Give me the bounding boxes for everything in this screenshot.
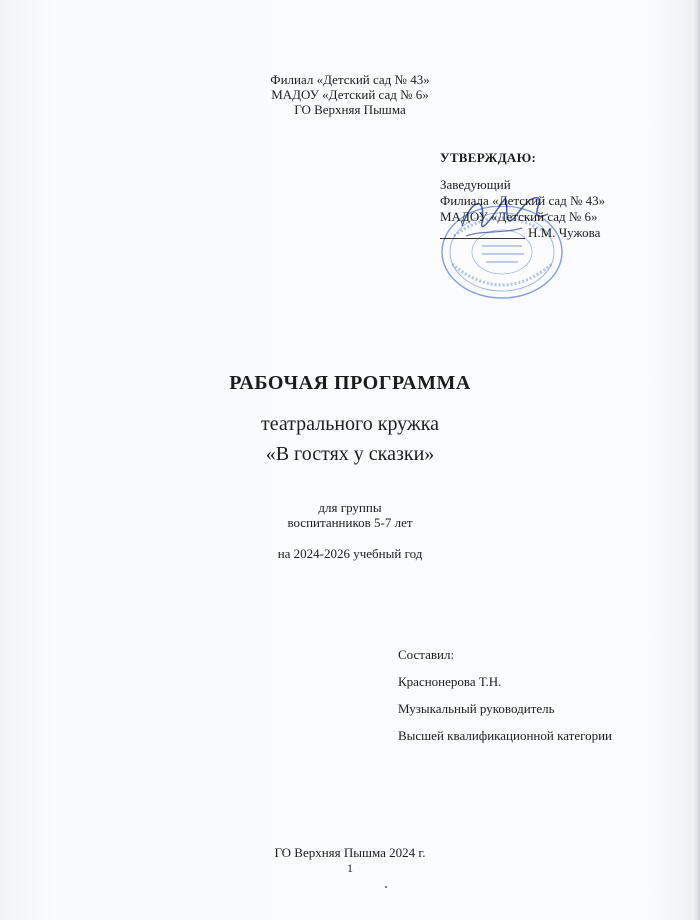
composer-name: Краснонерова Т.Н. bbox=[398, 674, 502, 689]
footer-city-year: ГО Верхняя Пышма 2024 г. bbox=[274, 845, 426, 860]
document-title: РАБОЧАЯ ПРОГРАММА bbox=[229, 372, 471, 394]
group-line-1: для группы bbox=[318, 500, 382, 515]
header-line-madou: МАДОУ «Детский сад № 6» bbox=[271, 87, 429, 102]
approval-block bbox=[440, 150, 660, 242]
composer-category: Высшей квалификационной категории bbox=[398, 728, 613, 743]
group-line-2: воспитанников 5-7 лет bbox=[287, 515, 413, 530]
approval-title: УТВЕРЖДАЮ: bbox=[440, 150, 537, 165]
target-group bbox=[0, 500, 700, 530]
header-line-city: ГО Верхняя Пышма bbox=[294, 102, 406, 117]
page-number: 1 bbox=[347, 861, 353, 875]
composer-block bbox=[398, 647, 612, 755]
academic-year: на 2024-2026 учебный год bbox=[277, 546, 423, 561]
approval-org-madou: МАДОУ «Детский сад № 6» bbox=[440, 209, 598, 224]
composer-label: Составил: bbox=[398, 647, 455, 662]
approval-signature-row bbox=[440, 225, 660, 242]
document-subtitle-club: театрального кружка bbox=[260, 413, 440, 435]
document-subtitle-name: «В гостях у сказки» bbox=[265, 443, 435, 465]
signature-line bbox=[440, 238, 525, 239]
approver-name: Н.М. Чужова bbox=[528, 225, 601, 240]
organization-header bbox=[0, 72, 700, 117]
header-line-branch: Филиал «Детский сад № 43» bbox=[270, 72, 430, 87]
scan-speck bbox=[385, 886, 387, 888]
approval-org-branch: Филиала «Детский сад № 43» bbox=[440, 193, 606, 208]
composer-position: Музыкальный руководитель bbox=[398, 701, 555, 716]
approval-role: Заведующий bbox=[440, 177, 511, 192]
